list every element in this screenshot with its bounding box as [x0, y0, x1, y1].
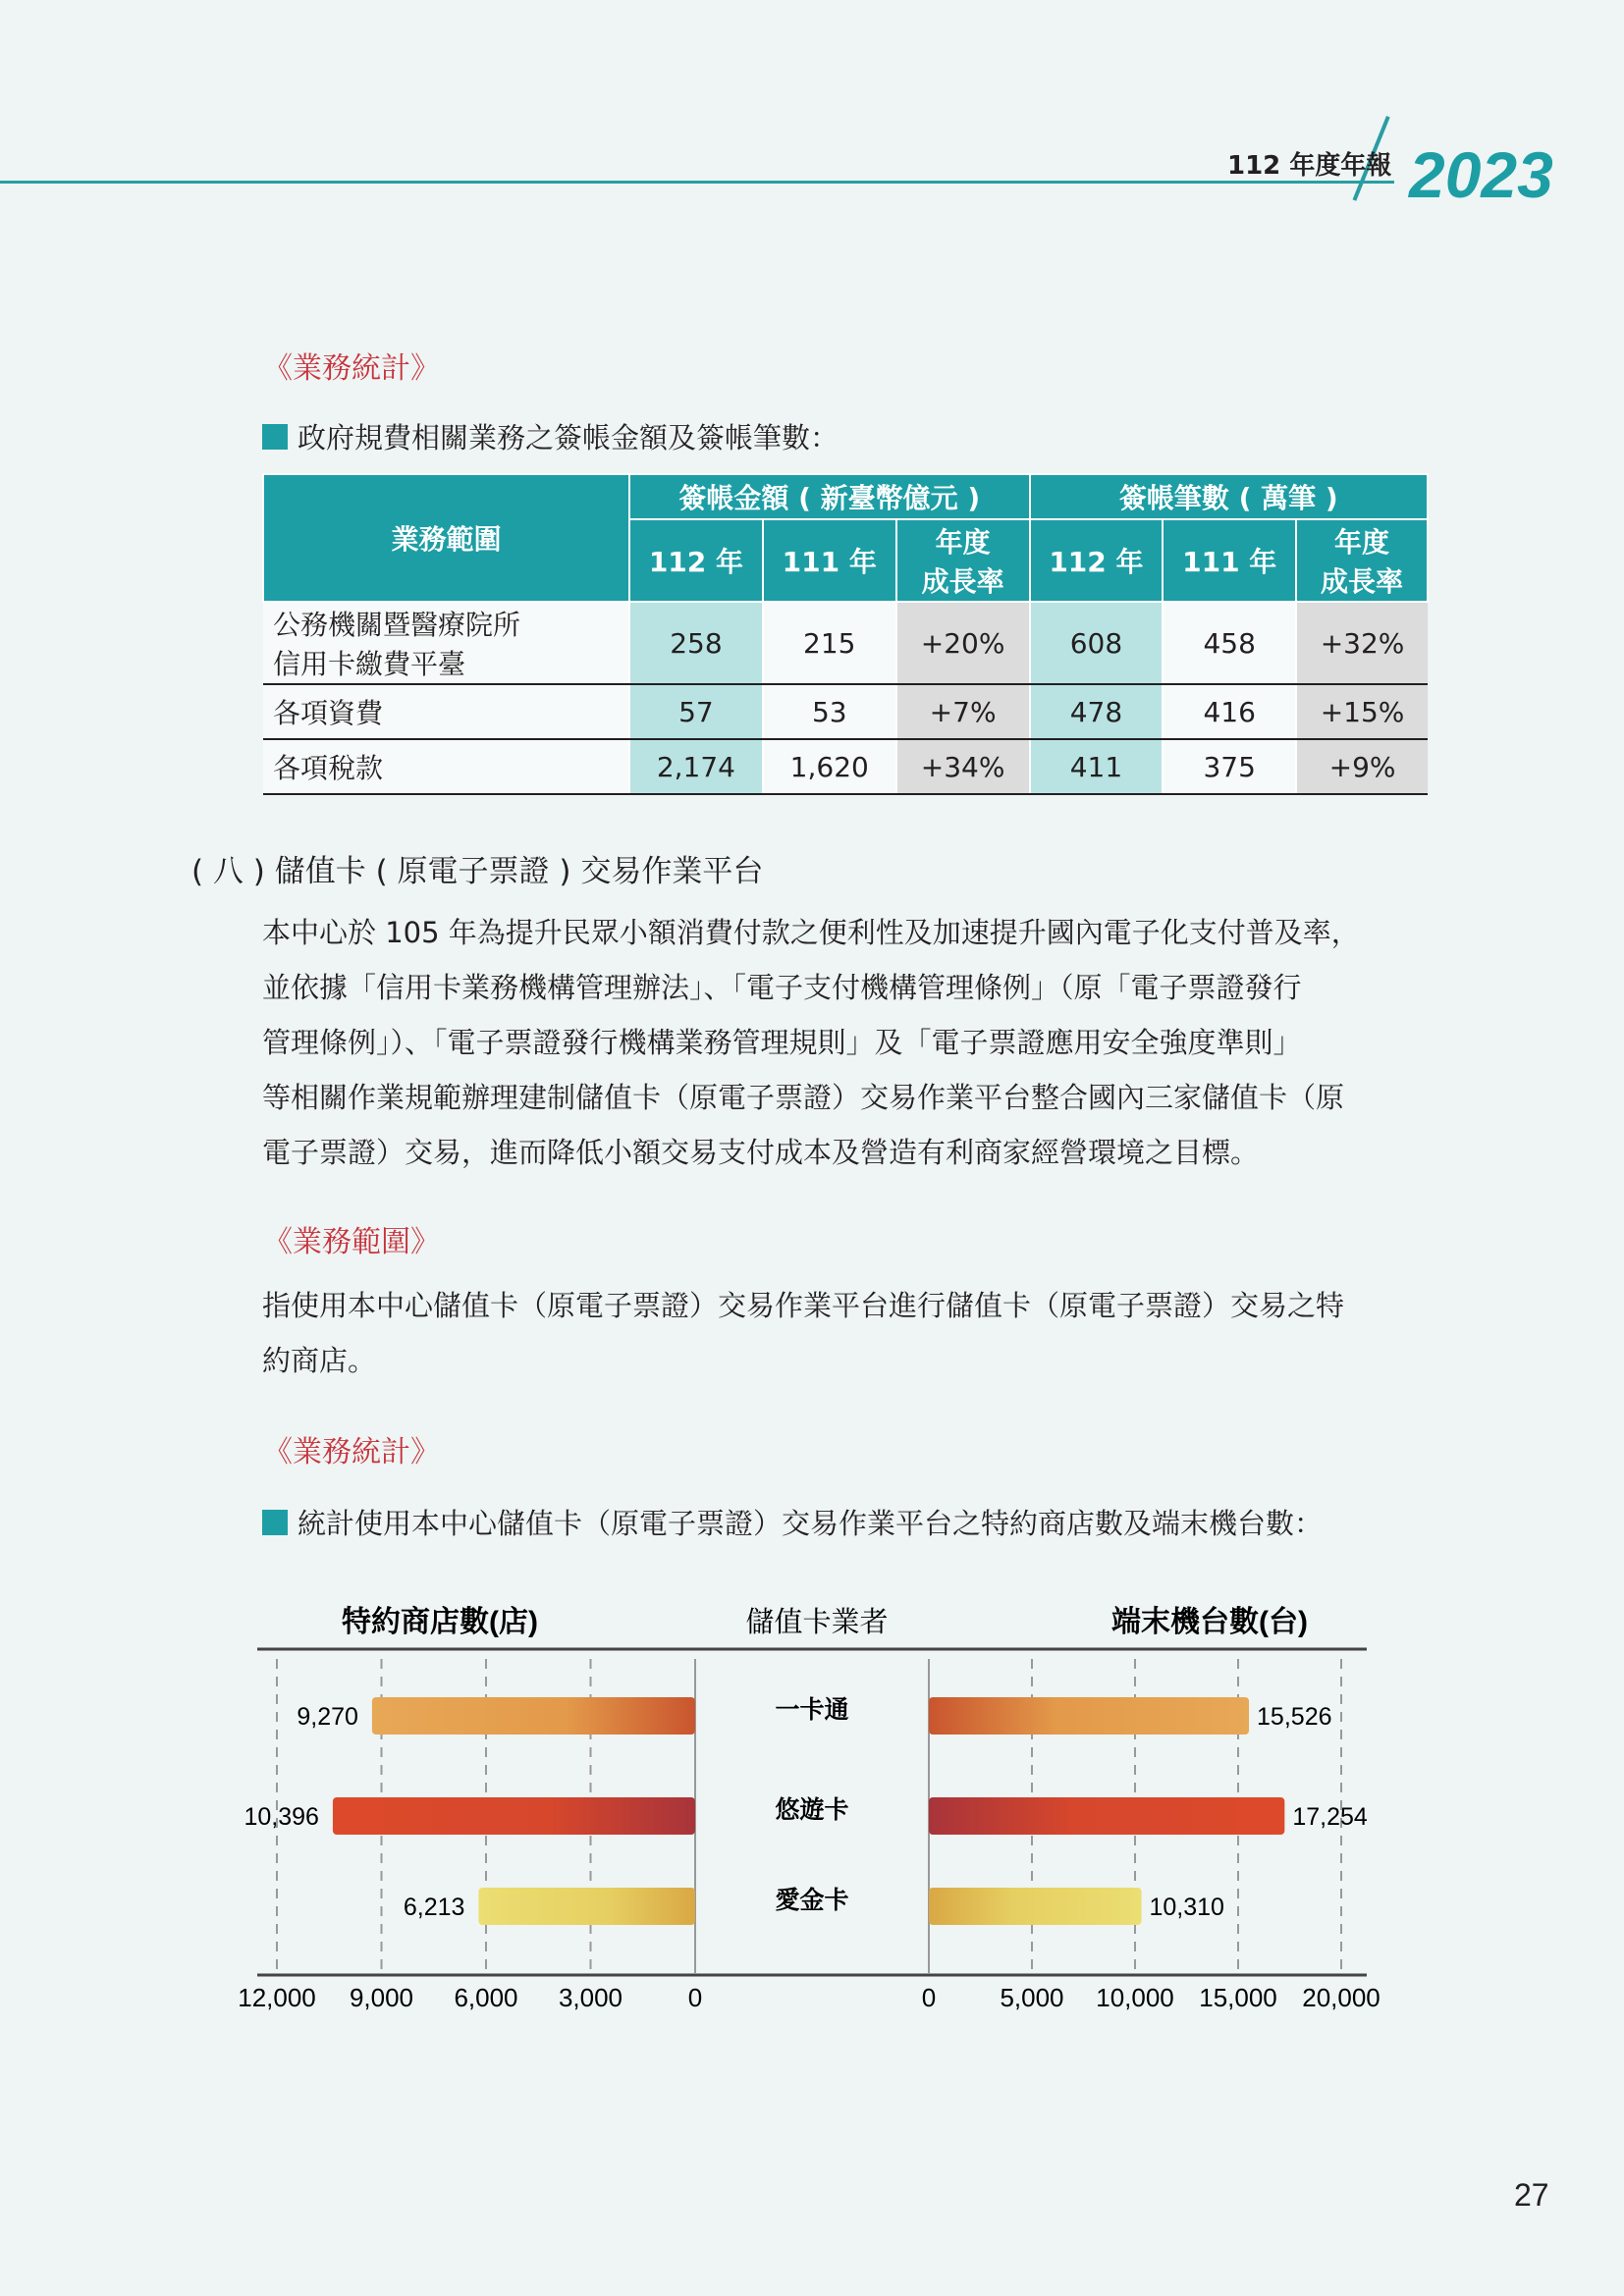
center-title: 儲值卡業者	[745, 1605, 889, 1638]
cell: 1,620	[763, 739, 896, 794]
page-number: 27	[1514, 2177, 1549, 2213]
section-heading-stats-2: 《業務統計》	[263, 1435, 440, 1469]
header-amount-112: 112 年	[629, 519, 763, 602]
row-name: 公務機關暨醫療院所 信用卡繳費平臺	[263, 602, 629, 684]
right-data-label: 15,526	[1257, 1703, 1332, 1731]
cell: 215	[763, 602, 896, 684]
left-bar	[372, 1697, 695, 1735]
section8-paragraph: 本中心於 105 年為提升民眾小額消費付款之便利性及加速提升國內電子化支付普及率， 並依據「信用卡業務機構管理辦法」、「電子支付機構管理條例」（原「電子票證發行 管理條例」）、「電子票證發行機構業務管理規則」及「電子票證應用安全強度準則」 等相關作業規範辦理建制儲值卡（原電子票證）交易作業平台整合國內三家儲值卡（原 電子票證）交易，進而降低小額交易支付成本及營造有利商家經營環境之目標。	[262, 916, 1360, 1169]
row-name: 各項資費	[263, 684, 629, 739]
category-label: 愛金卡	[775, 1886, 849, 1914]
right-bar	[929, 1797, 1284, 1835]
header-scope: 業務範圍	[263, 474, 629, 602]
row-name: 各項稅款	[263, 739, 629, 794]
header-count-growth: 年度 成長率	[1296, 519, 1428, 602]
header-amount-111: 111 年	[763, 519, 896, 602]
right-bar	[929, 1888, 1142, 1925]
cell: 375	[1163, 739, 1296, 794]
right-series-title: 端末機台數(台)	[1111, 1606, 1308, 1638]
right-data-label: 10,310	[1149, 1894, 1224, 1921]
tick-label: 15,000	[1199, 1983, 1277, 2012]
scope-paragraph: 指使用本中心儲值卡（原電子票證）交易作業平台進行儲值卡（原電子票證）交易之特 約商店。	[262, 1289, 1345, 1377]
category-label: 悠遊卡	[775, 1795, 849, 1824]
right-bar	[929, 1697, 1249, 1735]
section-heading-scope: 《業務範圍》	[263, 1225, 440, 1259]
chart-caption-text: 統計使用本中心儲值卡（原電子票證）交易作業平台之特約商店數及端末機台數：	[298, 1507, 1324, 1540]
left-bar	[333, 1797, 695, 1835]
header-amount: 簽帳金額 ( 新臺幣億元 )	[629, 474, 1030, 519]
header-count-111: 111 年	[1163, 519, 1296, 602]
section-heading-stats: 《業務統計》	[263, 351, 440, 386]
left-series-title: 特約商店數(店)	[342, 1606, 538, 1638]
cell: 458	[1163, 602, 1296, 684]
left-bar	[478, 1888, 695, 1925]
tick-label: 0	[687, 1983, 703, 2012]
table-caption-text: 政府規費相關業務之簽帳金額及簽帳筆數：	[298, 421, 839, 454]
cell: 258	[629, 602, 763, 684]
tick-label: 20,000	[1302, 1983, 1380, 2012]
cell: +15%	[1296, 684, 1428, 739]
report-year: 2023	[1409, 138, 1553, 211]
cell: 416	[1163, 684, 1296, 739]
tick-label: 5,000	[1000, 1983, 1064, 2012]
cell: +20%	[896, 602, 1030, 684]
cell: +32%	[1296, 602, 1428, 684]
header-count-112: 112 年	[1030, 519, 1164, 602]
cell: 608	[1030, 602, 1164, 684]
cell: 53	[763, 684, 896, 739]
tick-label: 10,000	[1096, 1983, 1174, 2012]
left-data-label: 6,213	[403, 1894, 465, 1921]
cell: 478	[1030, 684, 1164, 739]
header-count: 簽帳筆數 ( 萬筆 )	[1030, 474, 1428, 519]
right-data-label: 17,254	[1292, 1803, 1368, 1831]
tick-label: 9,000	[349, 1983, 414, 2012]
cell: +34%	[896, 739, 1030, 794]
tick-label: 3,000	[558, 1983, 623, 2012]
cell: +7%	[896, 684, 1030, 739]
category-label: 一卡通	[775, 1695, 849, 1724]
tick-label: 12,000	[238, 1983, 316, 2012]
tick-label: 6,000	[454, 1983, 518, 2012]
cell: 57	[629, 684, 763, 739]
cell: 2,174	[629, 739, 763, 794]
left-data-label: 9,270	[297, 1703, 358, 1731]
section8-title: ( 八 ) 儲值卡 ( 原電子票證 ) 交易作業平台	[191, 854, 764, 889]
header-amount-growth: 年度 成長率	[896, 519, 1030, 602]
cell: +9%	[1296, 739, 1428, 794]
report-title: 112 年度年報	[1227, 151, 1392, 181]
left-data-label: 10,396	[244, 1803, 319, 1831]
cell: 411	[1030, 739, 1164, 794]
tick-label: 0	[921, 1983, 937, 2012]
